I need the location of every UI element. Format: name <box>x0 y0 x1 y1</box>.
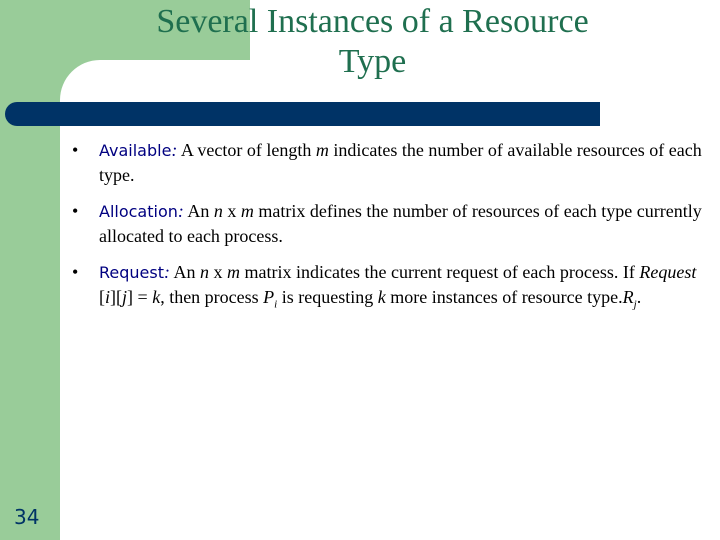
var-m: m <box>240 201 254 221</box>
var-request: Request <box>639 262 697 282</box>
bullet-text: An <box>170 262 201 282</box>
bullet-text: indicates the number of available resources of each type. <box>99 140 702 185</box>
term-colon: : <box>171 140 178 160</box>
bullet-text: . <box>636 287 642 307</box>
bullet-text: x <box>222 201 241 221</box>
bullet-text: [ <box>99 287 105 307</box>
bullet-dot: • <box>72 201 79 221</box>
bullet-available <box>72 138 702 187</box>
var-j: j <box>122 287 128 307</box>
bullet-dot: • <box>72 140 79 160</box>
var-p: P <box>263 287 275 307</box>
term-available: Available <box>99 141 172 160</box>
var-n: n <box>200 262 210 282</box>
var-n: n <box>213 201 223 221</box>
bullet-text: is requesting <box>277 287 378 307</box>
bullet-text: ][ <box>110 287 123 307</box>
bullet-text: matrix defines the number of resources of each type currently allocated to each process. <box>99 201 702 246</box>
var-k: k <box>152 287 161 307</box>
decor-navy-bar <box>5 102 600 126</box>
term-allocation: Allocation <box>99 202 178 221</box>
bullet-text: matrix indicates the current request of each process. If <box>240 262 640 282</box>
term-colon: : <box>177 201 184 221</box>
bullet-text: more instances of resource type. <box>385 287 623 307</box>
bullet-text: , then process <box>160 287 264 307</box>
slide-title-line-2: Type <box>338 43 407 80</box>
var-m: m <box>227 262 241 282</box>
bullet-text: An <box>183 201 214 221</box>
var-r-subscript: j <box>633 298 637 311</box>
bullet-request <box>72 260 702 317</box>
bullet-dot: • <box>72 262 79 282</box>
bullet-text: A vector of length <box>177 140 316 160</box>
bullet-allocation <box>72 199 702 248</box>
term-colon: : <box>164 262 170 282</box>
var-r: R <box>622 287 634 307</box>
var-m: m <box>315 140 329 160</box>
var-p-subscript: i <box>274 298 278 311</box>
decor-green-left-bar <box>0 100 60 540</box>
bullet-text: x <box>209 262 228 282</box>
var-k: k <box>377 287 386 307</box>
slide-title <box>60 2 685 82</box>
var-i: i <box>105 287 111 307</box>
bullet-text: ] = <box>127 287 153 307</box>
term-request: Request <box>99 263 164 282</box>
slide-title-line-1: Several Instances of a Resource <box>156 3 589 40</box>
bullet-list <box>72 138 702 329</box>
slide-number: 34 <box>14 505 40 529</box>
